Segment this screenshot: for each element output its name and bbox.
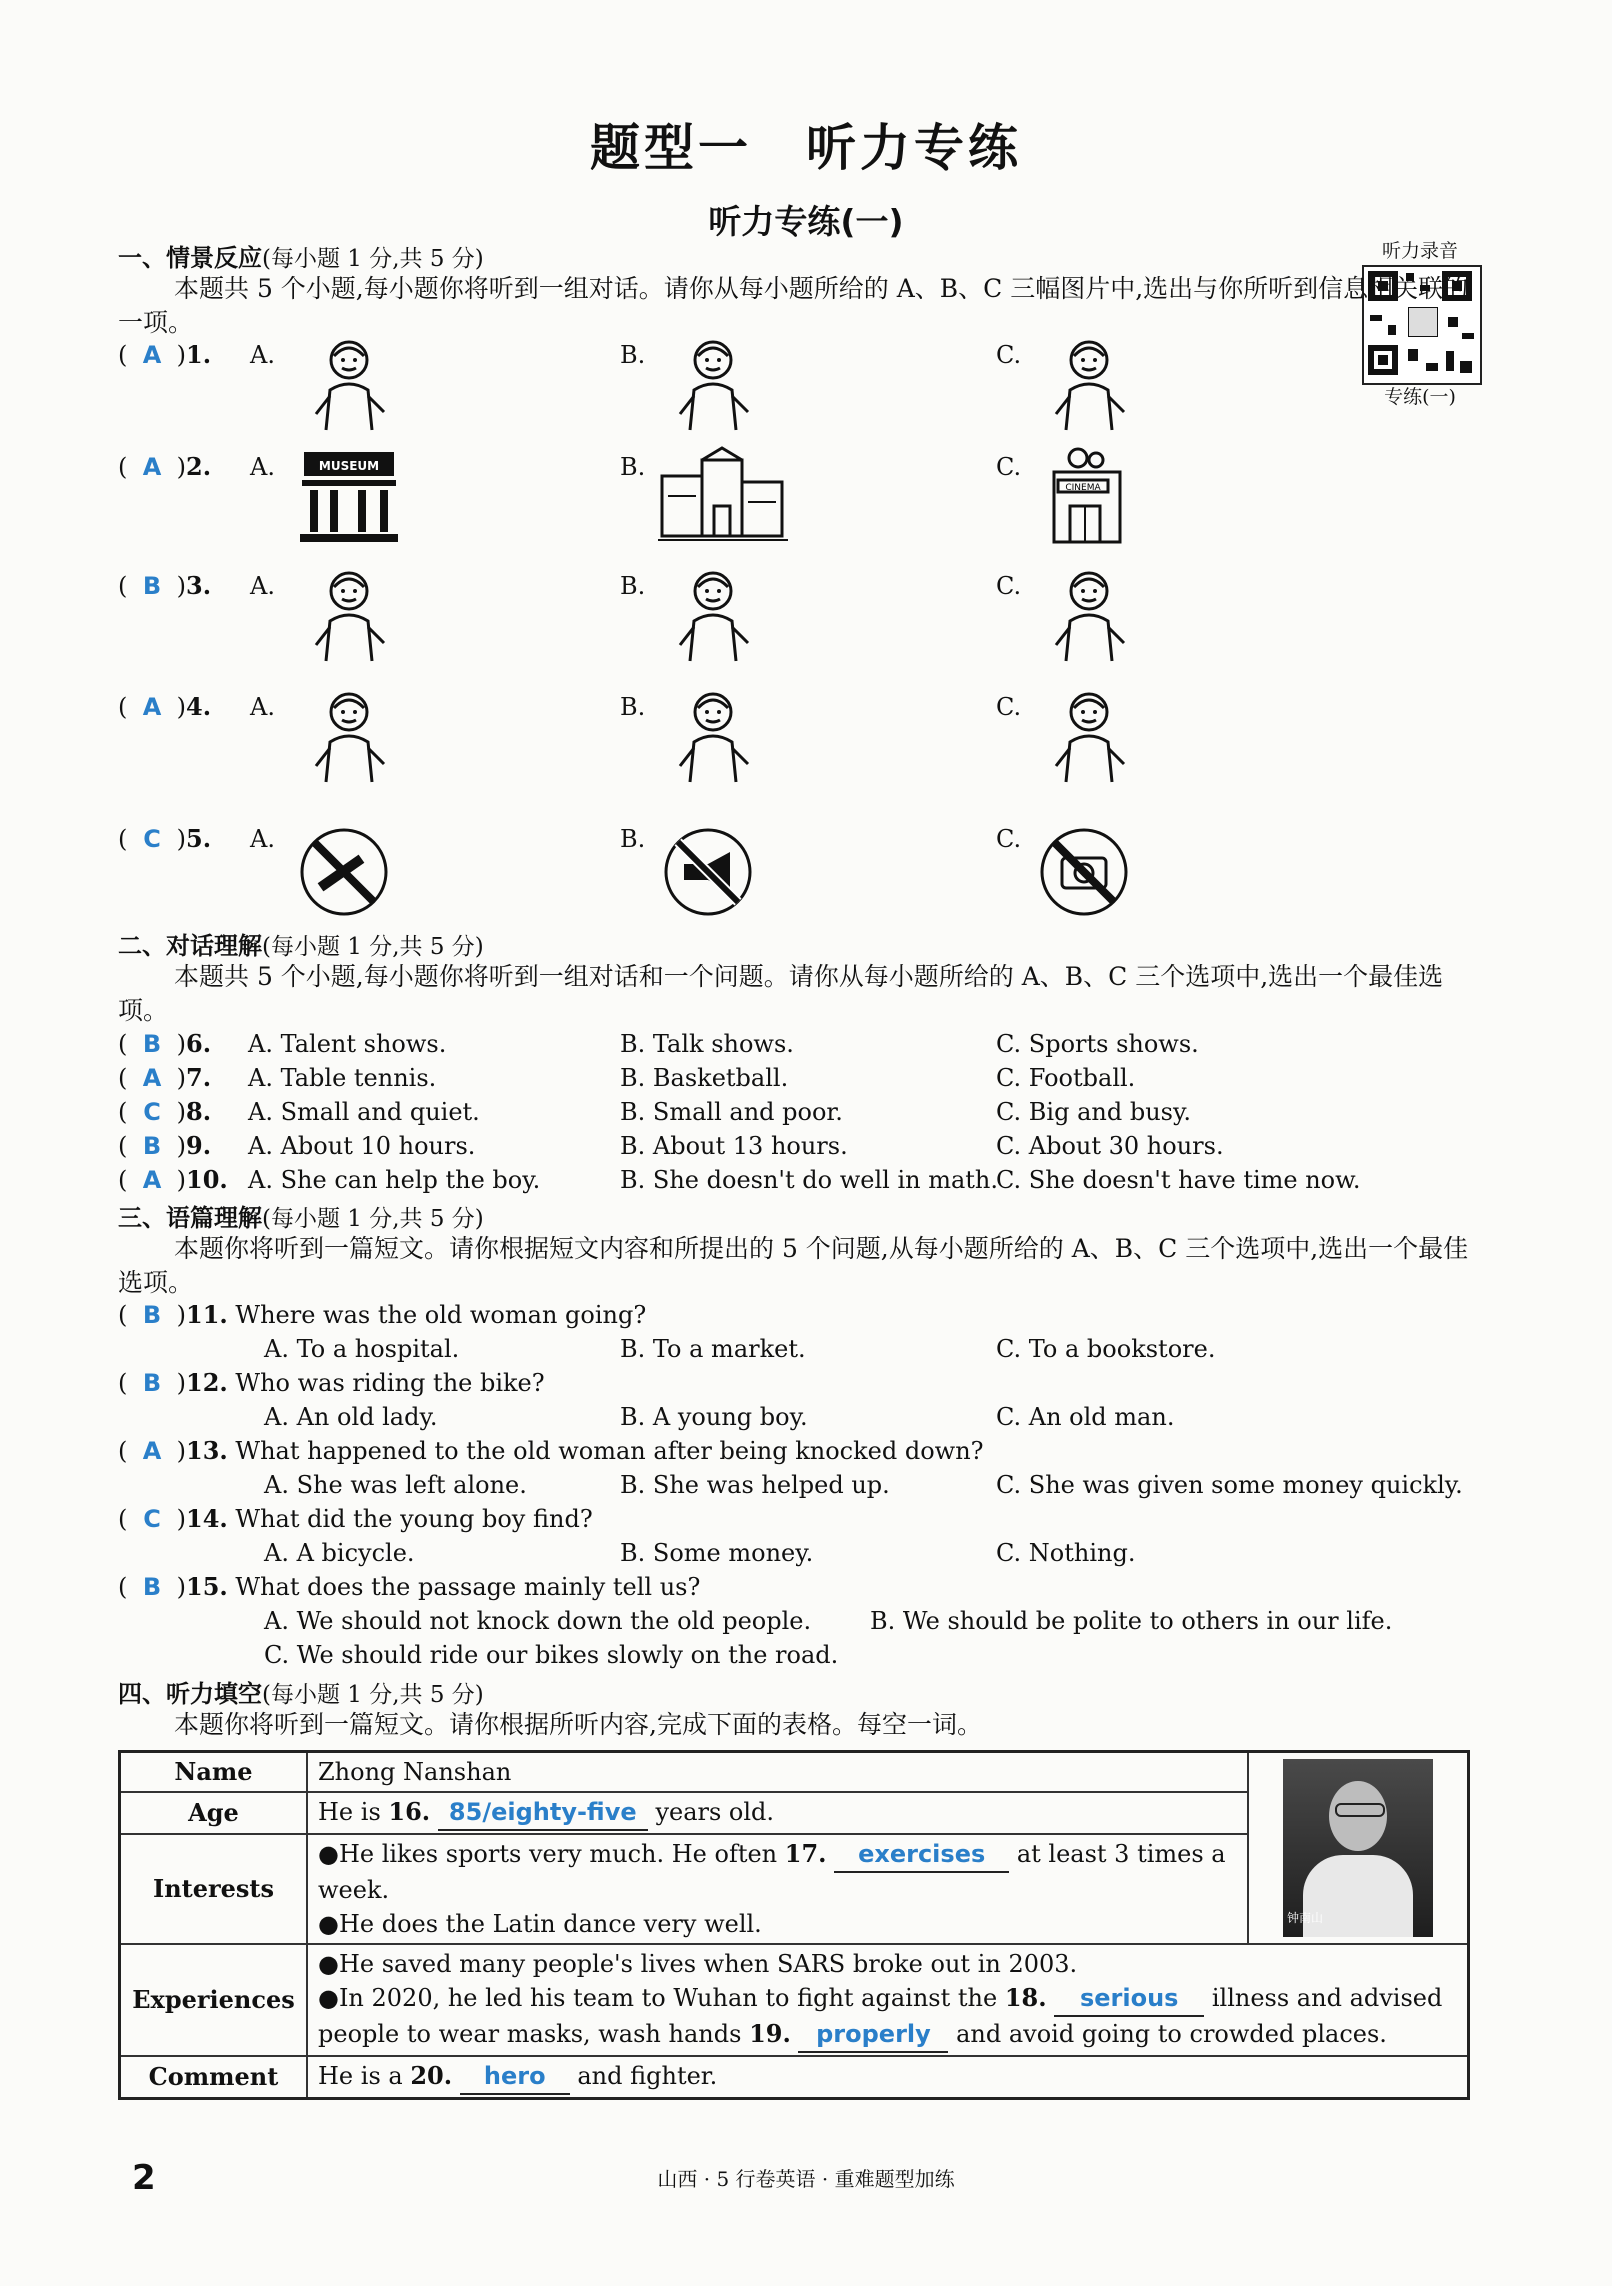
answer-mark: B (142, 1573, 162, 1601)
question-number: 15. (186, 1572, 228, 1601)
question-number: 8. (186, 1097, 212, 1126)
option-label[interactable]: C. (996, 825, 1022, 853)
question-text: Where was the old woman going? (235, 1301, 647, 1329)
section3-instruction: 本题你将听到一篇短文。请你根据短文内容和所提出的 5 个问题,从每小题所给的 A、B、C 三个选项中,选出一个最佳选项。 (118, 1234, 1469, 1297)
photo-caption: 钟南山 (1287, 1911, 1324, 1925)
option-a[interactable]: A. We should not knock down the old people. (264, 1607, 812, 1635)
answer-mark: A (142, 1437, 162, 1465)
interests-value (307, 1834, 1248, 1944)
question-number: 12. (186, 1368, 228, 1397)
section2-note: (每小题 1 分,共 5 分) (262, 934, 484, 960)
experiences-value (307, 1944, 1469, 2056)
list-item: ( B )6. (118, 1027, 211, 1061)
list-item: ( A )13. What happened to the old woman after being knocked down? (118, 1434, 984, 1468)
list-item: ( C )14. What did the young boy find? (118, 1502, 593, 1536)
page-title: 题型一 听力专练 (590, 119, 1022, 177)
option-label[interactable]: A. (250, 693, 275, 721)
section3-heading (118, 1198, 484, 1233)
no-smoking-icon[interactable] (294, 822, 394, 926)
experience3-pre: people to wear masks, wash hands (318, 2020, 750, 2048)
option-b[interactable]: B. Talk shows. (620, 1030, 794, 1058)
question-number: 4. (186, 692, 212, 721)
old-woman-knitting-icon[interactable] (658, 334, 768, 438)
section4-heading (118, 1674, 484, 1709)
section2-instruction: 本题共 5 个小题,每小题你将听到一组对话和一个问题。请你从每小题所给的 A、B、C 三个选项中,选出一个最佳选项。 (118, 962, 1444, 1025)
section1-instruction: 本题共 5 个小题,每小题你将听到一组对话。请你从每小题所给的 A、B、C 三幅图片中,选出与你所听到信息相关联的一项。 (118, 274, 1469, 337)
answer-mark: B (142, 1030, 162, 1058)
list-item: ( A )2. (118, 450, 211, 484)
table-row (120, 2056, 1469, 2099)
option-label[interactable]: A. (250, 572, 275, 600)
flying-kite-icon[interactable] (658, 686, 768, 790)
section3-title: 三、语篇理解 (118, 1204, 262, 1232)
q20-number: 20. (410, 2061, 453, 2090)
svg-text:CINEMA: CINEMA (1065, 483, 1101, 493)
option-a[interactable]: A. An old lady. (264, 1403, 438, 1431)
answer-mark: A (142, 341, 162, 369)
option-b[interactable]: B. Basketball. (620, 1064, 789, 1092)
question-number: 11. (186, 1300, 228, 1329)
cinema-icon[interactable] (1034, 446, 1144, 550)
option-label[interactable]: A. (250, 341, 275, 369)
q19-number: 19. (749, 2019, 791, 2048)
no-horn-icon[interactable] (658, 822, 758, 926)
comment-post: and fighter. (577, 2062, 718, 2090)
option-c[interactable]: C. Big and busy. (996, 1098, 1191, 1126)
option-c[interactable]: C. She was given some money quickly. (996, 1471, 1463, 1499)
answer-mark: C (143, 1505, 161, 1533)
list-item: ( A )7. (118, 1061, 211, 1095)
museum-icon[interactable] (294, 446, 404, 550)
option-b[interactable]: B. She doesn't do well in math. (620, 1166, 999, 1194)
option-label[interactable]: A. (250, 453, 275, 481)
question-number: 2. (186, 452, 212, 481)
option-b[interactable]: B. To a market. (620, 1335, 806, 1363)
answer-mark: B (142, 1132, 162, 1160)
option-a[interactable]: A. She can help the boy. (248, 1166, 541, 1194)
table-row (120, 1752, 1469, 1793)
experience1: ●He saved many people's lives when SARS broke out in 2003. (318, 1950, 1078, 1978)
interest2: ●He does the Latin dance very well. (318, 1910, 762, 1938)
experience2-post: illness and advised (1211, 1984, 1443, 2012)
question-number: 7. (186, 1063, 212, 1092)
option-label[interactable]: B. (620, 825, 646, 853)
age-value (307, 1792, 1248, 1834)
option-c[interactable]: C. An old man. (996, 1403, 1175, 1431)
answer-mark: C (143, 825, 161, 853)
q17-number: 17. (784, 1839, 827, 1868)
svg-text:MUSEUM: MUSEUM (318, 459, 380, 473)
comment-label: Comment (120, 2056, 308, 2099)
old-man-reading-icon[interactable] (294, 334, 404, 438)
old-town-icon[interactable] (658, 446, 788, 550)
question-number: 5. (186, 824, 212, 853)
age-label: Age (120, 1792, 308, 1834)
option-label[interactable]: B. (620, 453, 646, 481)
table-row (120, 1944, 1469, 2056)
section4-title: 四、听力填空 (118, 1680, 262, 1708)
interest1-post: at least 3 times a week. (318, 1840, 1226, 1904)
info-table (118, 1750, 1470, 2100)
planting-tree-icon[interactable] (294, 686, 404, 790)
photo-cell (1248, 1752, 1469, 1945)
option-label[interactable]: B. (620, 572, 646, 600)
answer-mark: A (142, 453, 162, 481)
age-post: years old. (655, 1798, 775, 1826)
portrait-photo (1283, 1759, 1433, 1937)
list-item: ( B )15. What does the passage mainly tell us? (118, 1570, 700, 1604)
list-item: ( C )5. (118, 822, 211, 856)
answer-mark: C (143, 1098, 161, 1126)
section4-instruction: 本题你将听到一篇短文。请你根据所听内容,完成下面的表格。每空一词。 (174, 1710, 982, 1739)
option-label[interactable]: B. (620, 341, 646, 369)
section1-note: (每小题 1 分,共 5 分) (262, 246, 484, 272)
option-b[interactable]: B. About 13 hours. (620, 1132, 848, 1160)
option-b[interactable]: B. Some money. (620, 1539, 814, 1567)
question-text: What happened to the old woman after being knocked down? (235, 1437, 984, 1465)
option-c[interactable]: C. Sports shows. (996, 1030, 1199, 1058)
age-pre: He is (318, 1798, 389, 1826)
cook-icon[interactable] (1034, 565, 1144, 669)
experience3-post: and avoid going to crowded places. (956, 2020, 1387, 2048)
question-text: What does the passage mainly tell us? (235, 1573, 701, 1601)
answer-mark: A (142, 1064, 162, 1092)
list-item: ( C )8. (118, 1095, 211, 1129)
qr-bottom-label: 专练(一) (1384, 386, 1456, 408)
qr-top-label: 听力录音 (1381, 240, 1458, 262)
option-b[interactable]: B. A young boy. (620, 1403, 808, 1431)
q17-answer[interactable]: exercises (834, 1837, 1009, 1873)
interest1-pre: ●He likes sports very much. He often (318, 1840, 785, 1868)
question-number: 13. (186, 1436, 228, 1465)
question-number: 3. (186, 571, 212, 600)
option-b[interactable]: B. Small and poor. (620, 1098, 843, 1126)
option-a[interactable]: A. Table tennis. (248, 1064, 437, 1092)
page-subtitle: 听力专练(一) (708, 202, 904, 241)
q16-number: 16. (388, 1797, 431, 1826)
section1-heading (118, 238, 484, 273)
section3-note: (每小题 1 分,共 5 分) (262, 1206, 484, 1232)
option-c[interactable]: C. To a bookstore. (996, 1335, 1216, 1363)
option-c[interactable]: C. About 30 hours. (996, 1132, 1224, 1160)
option-a[interactable]: A. Talent shows. (248, 1030, 447, 1058)
question-number: 10. (186, 1165, 228, 1194)
list-item: ( B )11. Where was the old woman going? (118, 1298, 646, 1332)
option-a[interactable]: A. A bicycle. (264, 1539, 415, 1567)
q19-answer[interactable]: properly (798, 2017, 948, 2053)
option-label[interactable]: C. (996, 341, 1022, 369)
option-c[interactable]: C. She doesn't have time now. (996, 1166, 1361, 1194)
interests-label: Interests (120, 1834, 308, 1944)
question-number: 1. (186, 340, 212, 369)
section1-title: 一、情景反应 (118, 244, 262, 272)
option-a[interactable]: A. To a hospital. (264, 1335, 460, 1363)
cleaning-up-icon[interactable] (1034, 686, 1144, 790)
list-item: ( A )1. (118, 338, 211, 372)
comment-value (307, 2056, 1469, 2099)
list-item: ( B )9. (118, 1129, 211, 1163)
q18-answer[interactable]: serious (1054, 1981, 1204, 2017)
question-number: 14. (186, 1504, 228, 1533)
name-label: Name (120, 1752, 308, 1793)
answer-mark: A (142, 693, 162, 721)
footer-text: 山西 · 5 行卷英语 · 重难题型加练 (657, 2167, 955, 2191)
option-a[interactable]: A. About 10 hours. (248, 1132, 476, 1160)
section2-heading (118, 926, 484, 961)
q18-number: 18. (1004, 1983, 1047, 2012)
option-a[interactable]: A. Small and quiet. (248, 1098, 480, 1126)
option-label[interactable]: C. (996, 572, 1022, 600)
option-c[interactable]: C. We should ride our bikes slowly on the road. (264, 1641, 839, 1669)
page-number: 2 (132, 2158, 156, 2198)
option-a[interactable]: A. She was left alone. (264, 1471, 527, 1499)
option-b[interactable]: B. We should be polite to others in our life. (870, 1607, 1393, 1635)
option-label[interactable]: C. (996, 693, 1022, 721)
list-item: ( A )10. (118, 1163, 228, 1197)
option-c[interactable]: C. Nothing. (996, 1539, 1136, 1567)
option-b[interactable]: B. She was helped up. (620, 1471, 890, 1499)
question-text: What did the young boy find? (235, 1505, 593, 1533)
no-photo-icon[interactable] (1034, 822, 1134, 926)
nurse-icon[interactable] (658, 565, 768, 669)
q16-answer[interactable]: 85/eighty-five (438, 1795, 648, 1831)
answer-mark: A (142, 1166, 162, 1194)
question-number: 9. (186, 1131, 212, 1160)
answer-mark: B (142, 1369, 162, 1397)
question-text: Who was riding the bike? (235, 1369, 545, 1397)
option-label[interactable]: C. (996, 453, 1022, 481)
answer-mark: B (142, 572, 162, 600)
policeman-icon[interactable] (294, 565, 404, 669)
question-number: 6. (186, 1029, 212, 1058)
comment-pre: He is a (318, 2062, 411, 2090)
option-label[interactable]: A. (250, 825, 275, 853)
list-item: ( B )12. Who was riding the bike? (118, 1366, 545, 1400)
option-c[interactable]: C. Football. (996, 1064, 1136, 1092)
experience2-pre: ●In 2020, he led his team to Wuhan to fight against the (318, 1984, 1005, 2012)
list-item: ( B )3. (118, 569, 211, 603)
q20-answer[interactable]: hero (460, 2059, 570, 2095)
boy-crying-icon[interactable] (1034, 334, 1144, 438)
section4-note: (每小题 1 分,共 5 分) (262, 1682, 484, 1708)
answer-mark: B (142, 1301, 162, 1329)
experiences-label: Experiences (120, 1944, 308, 2056)
name-value: Zhong Nanshan (307, 1752, 1248, 1793)
section2-title: 二、对话理解 (118, 932, 262, 960)
option-label[interactable]: B. (620, 693, 646, 721)
list-item: ( A )4. (118, 690, 211, 724)
